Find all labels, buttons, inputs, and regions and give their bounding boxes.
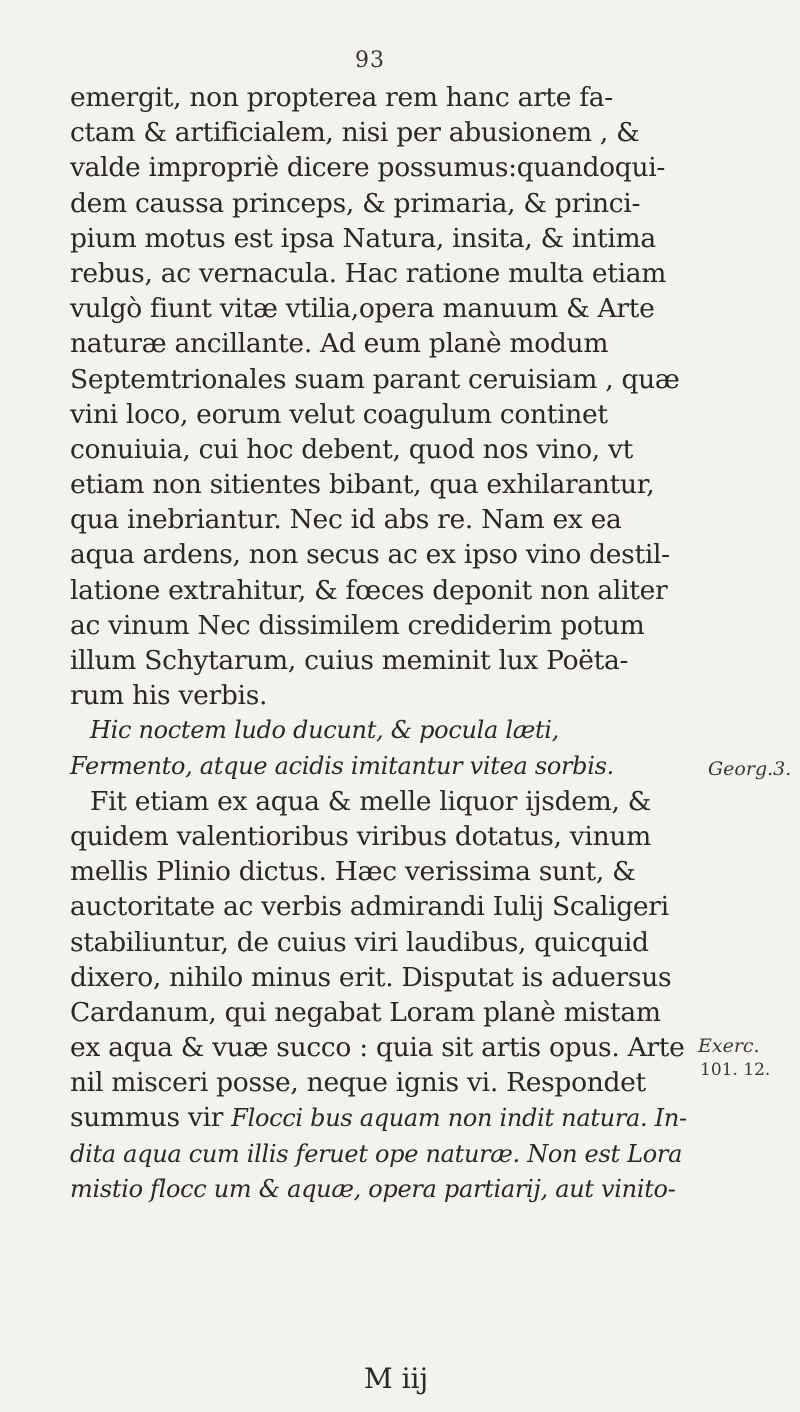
text-line: vulgò fiunt vitæ vtilia,opera manuum & Arte [70,293,655,325]
text-line [70,1100,690,1135]
margin-note-exerc-title: Exerc. [698,1035,760,1057]
text-line: stabiliuntur, de cuius viri laudibus, quicquid [70,926,649,958]
signature-mark: M iij [364,1362,429,1395]
text-line: valde impropriè dicere possumus:quandoqui- [70,152,666,184]
text-line: dem caussa princeps, & primaria, & princi- [70,187,641,219]
text-line: conuiuia, cui hoc debent, quod nos vino, vt [70,433,633,465]
text-line: nil misceri posse, neque ignis vi. Respondet [70,1067,646,1099]
margin-note-exercitatio [698,1034,770,1082]
text-line: illum Schytarum, cuius meminit lux Poëta- [70,645,629,676]
text-line: Cardanum, qui negabat Loram planè mistam [70,996,661,1028]
text-line: rum his verbis. [70,680,268,712]
text-line [70,1171,690,1206]
main-text [70,80,690,1206]
text-line: qua inebriantur. Nec id abs re. Nam ex ea [70,504,622,536]
text-line: rebus, ac vernacula. Hac ratione multa etiam [70,257,667,289]
text-line: latione extrahitur, & fœces deponit non aliter [70,574,668,606]
verse-line: Fermento, atque acidis imitantur vitea sorbis. [70,751,614,780]
italic-quote: Flocci bus aquam non indit natura. In- [231,1104,687,1133]
text-line: Fit etiam ex aqua & melle liquor ijsdem, & [90,785,652,817]
text-line: quidem valentioribus viribus dotatus, vinum [70,820,651,852]
text-line: naturæ ancillante. Ad eum planè modum [70,328,609,360]
text-line: emergit, non propterea rem hanc arte fa- [70,82,613,113]
text-line: aqua ardens, non secus ac ex ipso vino destil- [70,539,670,571]
roman-text: summus vir [70,1102,232,1134]
text-line: etiam non sitientes bibant, qua exhilarantur, [70,469,655,501]
text-line: Septemtrionales suam parant ceruisiam , quæ [70,363,680,395]
italic-quote: dita aqua cum illis feruet ope naturæ. Non est Lora [70,1139,683,1168]
italic-quote: mistio flocc um & aquæ, opera partiarij, aut vinito- [70,1174,676,1203]
text-line: dixero, nihilo minus erit. Disputat is aduersus [70,961,672,993]
text-line: ctam & artificialem, nisi per abusionem , & [70,117,640,149]
text-line: mellis Plinio dictus. Hæc verissima sunt, & [70,856,636,888]
margin-note-georgics: Georg.3. [708,758,792,780]
text-line: ex aqua & vuæ succo : quia sit artis opus. Arte [70,1032,685,1064]
text-line: ac vinum Nec dissimilem crediderim potum [70,609,645,641]
text-line [70,1136,690,1171]
verse-line: Hic noctem ludo ducunt, & pocula læti, [90,716,560,745]
text-line: vini loco, eorum velut coagulum continet [70,398,608,430]
text-line: auctoritate ac verbis admirandi Iulij Scaligeri [70,891,669,923]
margin-note-exerc-ref: 101. 12. [700,1060,771,1080]
text-line: pium motus est ipsa Natura, insita, & intima [70,222,656,254]
page-number: 93 [355,48,385,73]
